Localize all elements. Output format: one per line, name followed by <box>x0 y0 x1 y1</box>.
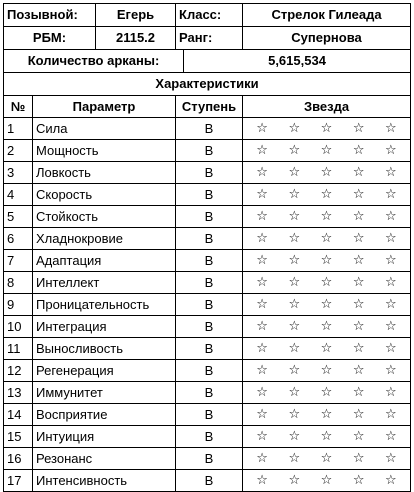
rbm-label: РБМ: <box>4 27 96 50</box>
stat-param: Регенерация <box>33 360 176 382</box>
star-icon: ☆ <box>288 385 301 400</box>
star-icon: ☆ <box>320 429 333 444</box>
callsign-label: Позывной: <box>4 4 96 27</box>
star-icon: ☆ <box>352 143 365 158</box>
col-header-star: Звезда <box>243 96 411 118</box>
star-icon: ☆ <box>352 253 365 268</box>
stat-num: 6 <box>4 228 33 250</box>
star-icon: ☆ <box>288 473 301 488</box>
stat-row <box>4 448 411 470</box>
stat-row <box>4 118 411 140</box>
star-icon: ☆ <box>352 363 365 378</box>
star-rating <box>246 118 407 139</box>
star-rating <box>246 426 407 447</box>
star-icon: ☆ <box>320 473 333 488</box>
star-icon: ☆ <box>256 187 268 202</box>
stat-param: Интенсивность <box>33 470 176 492</box>
rank-label: Ранг: <box>176 27 243 50</box>
column-header-row <box>4 96 411 118</box>
star-icon: ☆ <box>288 275 301 290</box>
callsign-value: Егерь <box>96 4 176 27</box>
star-icon: ☆ <box>352 187 365 202</box>
stat-stars <box>243 426 411 448</box>
sheet-body <box>4 4 411 492</box>
stat-row <box>4 382 411 404</box>
star-rating <box>246 294 407 315</box>
stat-num: 3 <box>4 162 33 184</box>
stat-row <box>4 426 411 448</box>
col-header-param: Параметр <box>33 96 176 118</box>
star-rating <box>246 448 407 469</box>
star-icon: ☆ <box>288 407 301 422</box>
stat-param: Стойкость <box>33 206 176 228</box>
stat-param: Выносливость <box>33 338 176 360</box>
star-icon: ☆ <box>320 143 333 158</box>
star-icon: ☆ <box>320 187 333 202</box>
stat-stars <box>243 184 411 206</box>
star-icon: ☆ <box>385 363 397 378</box>
star-icon: ☆ <box>385 165 397 180</box>
star-icon: ☆ <box>256 143 268 158</box>
callsign-row <box>4 4 411 27</box>
star-rating <box>246 316 407 337</box>
stat-param: Хладнокровие <box>33 228 176 250</box>
col-header-grade: Ступень <box>176 96 243 118</box>
stat-row <box>4 228 411 250</box>
arcana-label: Количество арканы: <box>4 50 184 73</box>
stat-num: 2 <box>4 140 33 162</box>
star-icon: ☆ <box>256 231 268 246</box>
rbm-value: 2115.2 <box>96 27 176 50</box>
star-icon: ☆ <box>288 143 301 158</box>
star-icon: ☆ <box>352 407 365 422</box>
stat-num: 14 <box>4 404 33 426</box>
star-icon: ☆ <box>352 385 365 400</box>
rbm-row <box>4 27 411 50</box>
star-icon: ☆ <box>352 165 365 180</box>
stat-param: Проницательность <box>33 294 176 316</box>
stat-param: Резонанс <box>33 448 176 470</box>
stat-stars <box>243 272 411 294</box>
stat-stars <box>243 140 411 162</box>
star-icon: ☆ <box>320 319 333 334</box>
star-icon: ☆ <box>256 385 268 400</box>
stat-param: Скорость <box>33 184 176 206</box>
star-icon: ☆ <box>288 429 301 444</box>
star-icon: ☆ <box>256 209 268 224</box>
stat-stars <box>243 162 411 184</box>
stat-num: 15 <box>4 426 33 448</box>
star-icon: ☆ <box>256 319 268 334</box>
star-icon: ☆ <box>320 275 333 290</box>
stat-row <box>4 250 411 272</box>
star-icon: ☆ <box>352 231 365 246</box>
star-icon: ☆ <box>385 451 397 466</box>
star-icon: ☆ <box>352 319 365 334</box>
star-icon: ☆ <box>288 121 301 136</box>
stat-param: Интеграция <box>33 316 176 338</box>
stat-param: Мощность <box>33 140 176 162</box>
star-icon: ☆ <box>256 407 268 422</box>
class-value: Стрелок Гилеада <box>243 4 411 27</box>
star-rating <box>246 272 407 293</box>
arcana-row <box>4 50 411 73</box>
star-icon: ☆ <box>288 319 301 334</box>
star-rating <box>246 338 407 359</box>
star-icon: ☆ <box>320 385 333 400</box>
section-title-row <box>4 73 411 96</box>
star-icon: ☆ <box>320 363 333 378</box>
stat-num: 7 <box>4 250 33 272</box>
star-rating <box>246 140 407 161</box>
stat-row <box>4 470 411 492</box>
star-icon: ☆ <box>320 209 333 224</box>
stat-num: 11 <box>4 338 33 360</box>
star-rating <box>246 250 407 271</box>
stat-stars <box>243 206 411 228</box>
star-icon: ☆ <box>352 473 365 488</box>
stat-row <box>4 206 411 228</box>
star-icon: ☆ <box>352 429 365 444</box>
stat-param: Ловкость <box>33 162 176 184</box>
star-icon: ☆ <box>385 297 397 312</box>
star-icon: ☆ <box>256 121 268 136</box>
stat-num: 12 <box>4 360 33 382</box>
stat-param: Интуиция <box>33 426 176 448</box>
star-icon: ☆ <box>385 429 397 444</box>
stat-row <box>4 360 411 382</box>
stat-num: 8 <box>4 272 33 294</box>
stat-row <box>4 404 411 426</box>
stat-grade: B <box>176 294 243 316</box>
star-icon: ☆ <box>256 363 268 378</box>
stat-grade: B <box>176 184 243 206</box>
star-icon: ☆ <box>352 209 365 224</box>
star-rating <box>246 228 407 249</box>
stat-grade: B <box>176 228 243 250</box>
star-icon: ☆ <box>385 231 397 246</box>
star-icon: ☆ <box>288 231 301 246</box>
stat-grade: B <box>176 470 243 492</box>
stat-stars <box>243 316 411 338</box>
stat-row <box>4 162 411 184</box>
star-icon: ☆ <box>385 187 397 202</box>
star-icon: ☆ <box>385 121 397 136</box>
stat-param: Интеллект <box>33 272 176 294</box>
stat-num: 5 <box>4 206 33 228</box>
stat-grade: B <box>176 382 243 404</box>
star-icon: ☆ <box>288 451 301 466</box>
stat-grade: B <box>176 140 243 162</box>
stat-stars <box>243 338 411 360</box>
star-icon: ☆ <box>385 319 397 334</box>
star-rating <box>246 184 407 205</box>
star-rating <box>246 360 407 381</box>
star-icon: ☆ <box>288 363 301 378</box>
star-icon: ☆ <box>320 165 333 180</box>
stat-row <box>4 184 411 206</box>
star-icon: ☆ <box>320 451 333 466</box>
stat-grade: B <box>176 338 243 360</box>
star-icon: ☆ <box>352 121 365 136</box>
stat-stars <box>243 360 411 382</box>
star-icon: ☆ <box>288 341 301 356</box>
stat-param: Иммунитет <box>33 382 176 404</box>
character-sheet <box>3 3 411 492</box>
star-rating <box>246 470 407 491</box>
star-icon: ☆ <box>385 275 397 290</box>
star-icon: ☆ <box>320 231 333 246</box>
stat-row <box>4 140 411 162</box>
section-title: Характеристики <box>4 73 411 96</box>
star-icon: ☆ <box>385 341 397 356</box>
star-icon: ☆ <box>256 297 268 312</box>
stat-num: 16 <box>4 448 33 470</box>
stat-grade: B <box>176 206 243 228</box>
stat-stars <box>243 294 411 316</box>
stat-grade: B <box>176 118 243 140</box>
stat-stars <box>243 228 411 250</box>
star-icon: ☆ <box>288 253 301 268</box>
stat-num: 10 <box>4 316 33 338</box>
star-icon: ☆ <box>385 143 397 158</box>
star-icon: ☆ <box>320 407 333 422</box>
stat-row <box>4 272 411 294</box>
stat-num: 1 <box>4 118 33 140</box>
stat-row <box>4 338 411 360</box>
star-icon: ☆ <box>352 451 365 466</box>
col-header-num: № <box>4 96 33 118</box>
stat-stars <box>243 404 411 426</box>
stat-stars <box>243 470 411 492</box>
star-icon: ☆ <box>288 297 301 312</box>
stat-stars <box>243 118 411 140</box>
star-icon: ☆ <box>385 209 397 224</box>
star-icon: ☆ <box>288 209 301 224</box>
star-icon: ☆ <box>385 407 397 422</box>
star-icon: ☆ <box>256 451 268 466</box>
star-icon: ☆ <box>288 187 301 202</box>
star-rating <box>246 162 407 183</box>
star-icon: ☆ <box>352 275 365 290</box>
stat-num: 17 <box>4 470 33 492</box>
star-rating <box>246 206 407 227</box>
stat-num: 4 <box>4 184 33 206</box>
stat-row <box>4 294 411 316</box>
star-icon: ☆ <box>288 165 301 180</box>
star-icon: ☆ <box>320 253 333 268</box>
stat-param: Сила <box>33 118 176 140</box>
star-icon: ☆ <box>320 341 333 356</box>
rank-value: Супернова <box>243 27 411 50</box>
star-icon: ☆ <box>320 297 333 312</box>
stat-grade: B <box>176 162 243 184</box>
star-icon: ☆ <box>256 165 268 180</box>
stat-grade: B <box>176 316 243 338</box>
star-icon: ☆ <box>256 473 268 488</box>
arcana-value: 5,615,534 <box>184 50 411 73</box>
star-rating <box>246 382 407 403</box>
stat-num: 9 <box>4 294 33 316</box>
star-icon: ☆ <box>256 275 268 290</box>
star-icon: ☆ <box>320 121 333 136</box>
stat-grade: B <box>176 250 243 272</box>
stat-stars <box>243 448 411 470</box>
stat-grade: B <box>176 272 243 294</box>
stat-param: Адаптация <box>33 250 176 272</box>
star-rating <box>246 404 407 425</box>
stat-stars <box>243 250 411 272</box>
star-icon: ☆ <box>256 429 268 444</box>
star-icon: ☆ <box>385 473 397 488</box>
star-icon: ☆ <box>385 385 397 400</box>
stat-param: Восприятие <box>33 404 176 426</box>
star-icon: ☆ <box>256 253 268 268</box>
stat-grade: B <box>176 404 243 426</box>
class-label: Класс: <box>176 4 243 27</box>
stat-stars <box>243 382 411 404</box>
star-icon: ☆ <box>352 297 365 312</box>
stat-num: 13 <box>4 382 33 404</box>
star-icon: ☆ <box>352 341 365 356</box>
star-icon: ☆ <box>385 253 397 268</box>
stat-grade: B <box>176 426 243 448</box>
stat-row <box>4 316 411 338</box>
star-icon: ☆ <box>256 341 268 356</box>
stat-grade: B <box>176 448 243 470</box>
stat-grade: B <box>176 360 243 382</box>
